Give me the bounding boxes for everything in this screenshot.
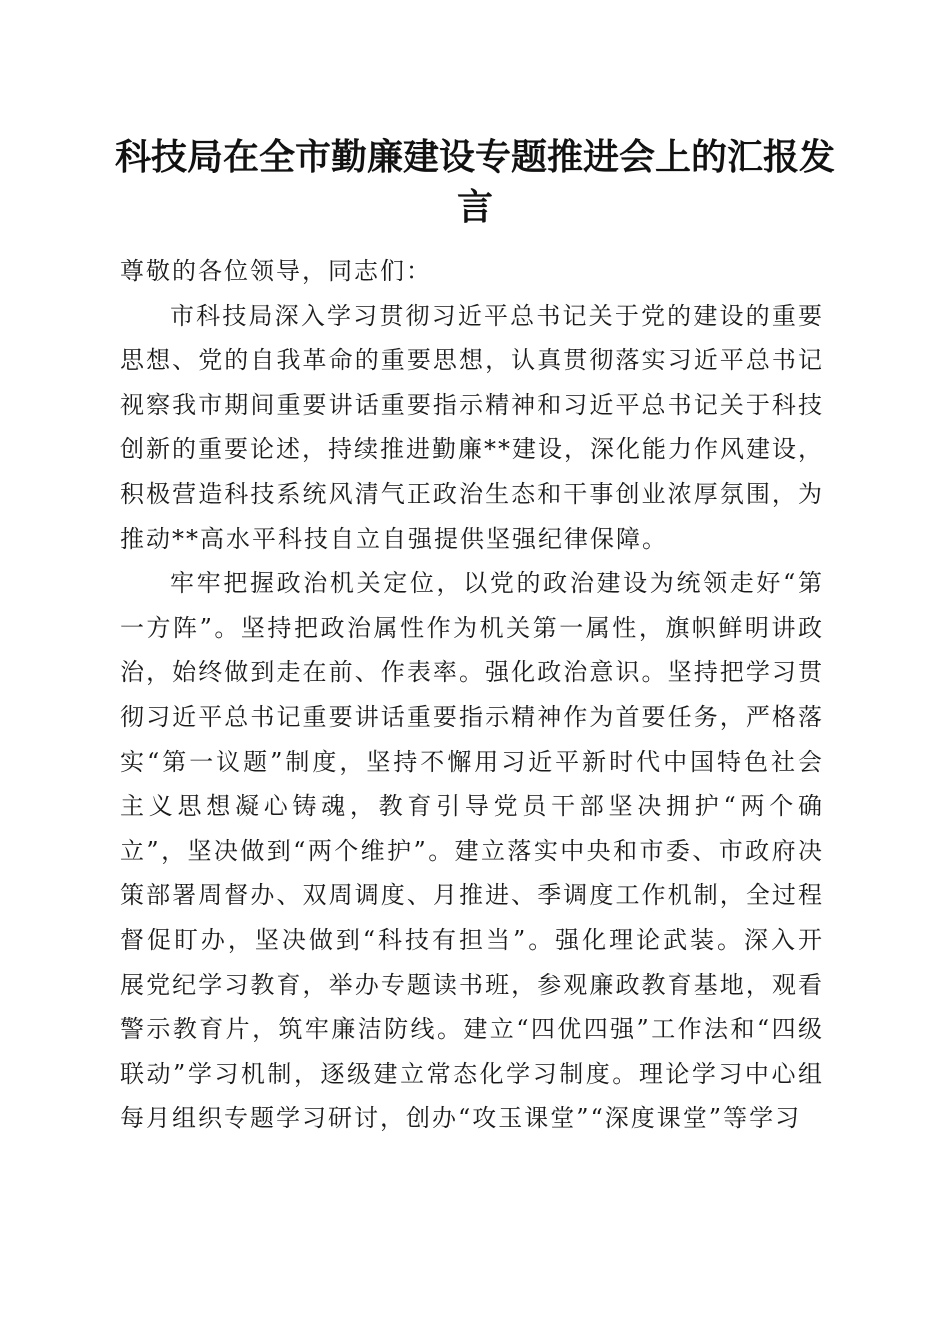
salutation: 尊敬的各位领导，同志们： [120, 257, 432, 285]
document-body [120, 249, 824, 1141]
paragraph-intro: 市科技局深入学习贯彻习近平总书记关于党的建设的重要思想、党的自我革命的重要思想，认真贯彻落实习近平总书记视察我市期间重要讲话重要指示精神和习近平总书记关于科技创新的重要论述，持续推进勤廉**建设，深化能力作风建设，积极营造科技系统风清气正政治生态和干事创业浓厚氛围，为推动**高水平科技自立自强提供坚强纪律保障。 [120, 301, 824, 553]
document-title: 科技局在全市勤廉建设专题推进会上的汇报发言 [114, 136, 835, 228]
paragraph-political-positioning: 牢牢把握政治机关定位，以党的政治建设为统领走好“第一方阵”。坚持把政治属性作为机关第一属性，旗帜鲜明讲政治，始终做到走在前、作表率。强化政治意识。坚持把学习贯彻习近平总书记重要讲话重要指示精神作为首要任务，严格落实“第一议题”制度，坚持不懈用习近平新时代中国特色社会主义思想凝心铸魂，教育引导党员干部坚决拥护“两个确立”，坚决做到“两个维护”。建立落实中央和市委、市政府决策部署周督办、双周调度、月推进、季调度工作机制，全过程督促盯办，坚决做到“科技有担当”。强化理论武装。深入开展党纪学习教育，举办专题读书班，参观廉政教育基地，观看警示教育片，筑牢廉洁防线。建立“四优四强”工作法和“四级联动”学习机制，逐级建立常态化学习制度。理论学习中心组每月组织专题学习研讨，创办“攻玉课堂”“深度课堂”等学习 [120, 569, 824, 1133]
